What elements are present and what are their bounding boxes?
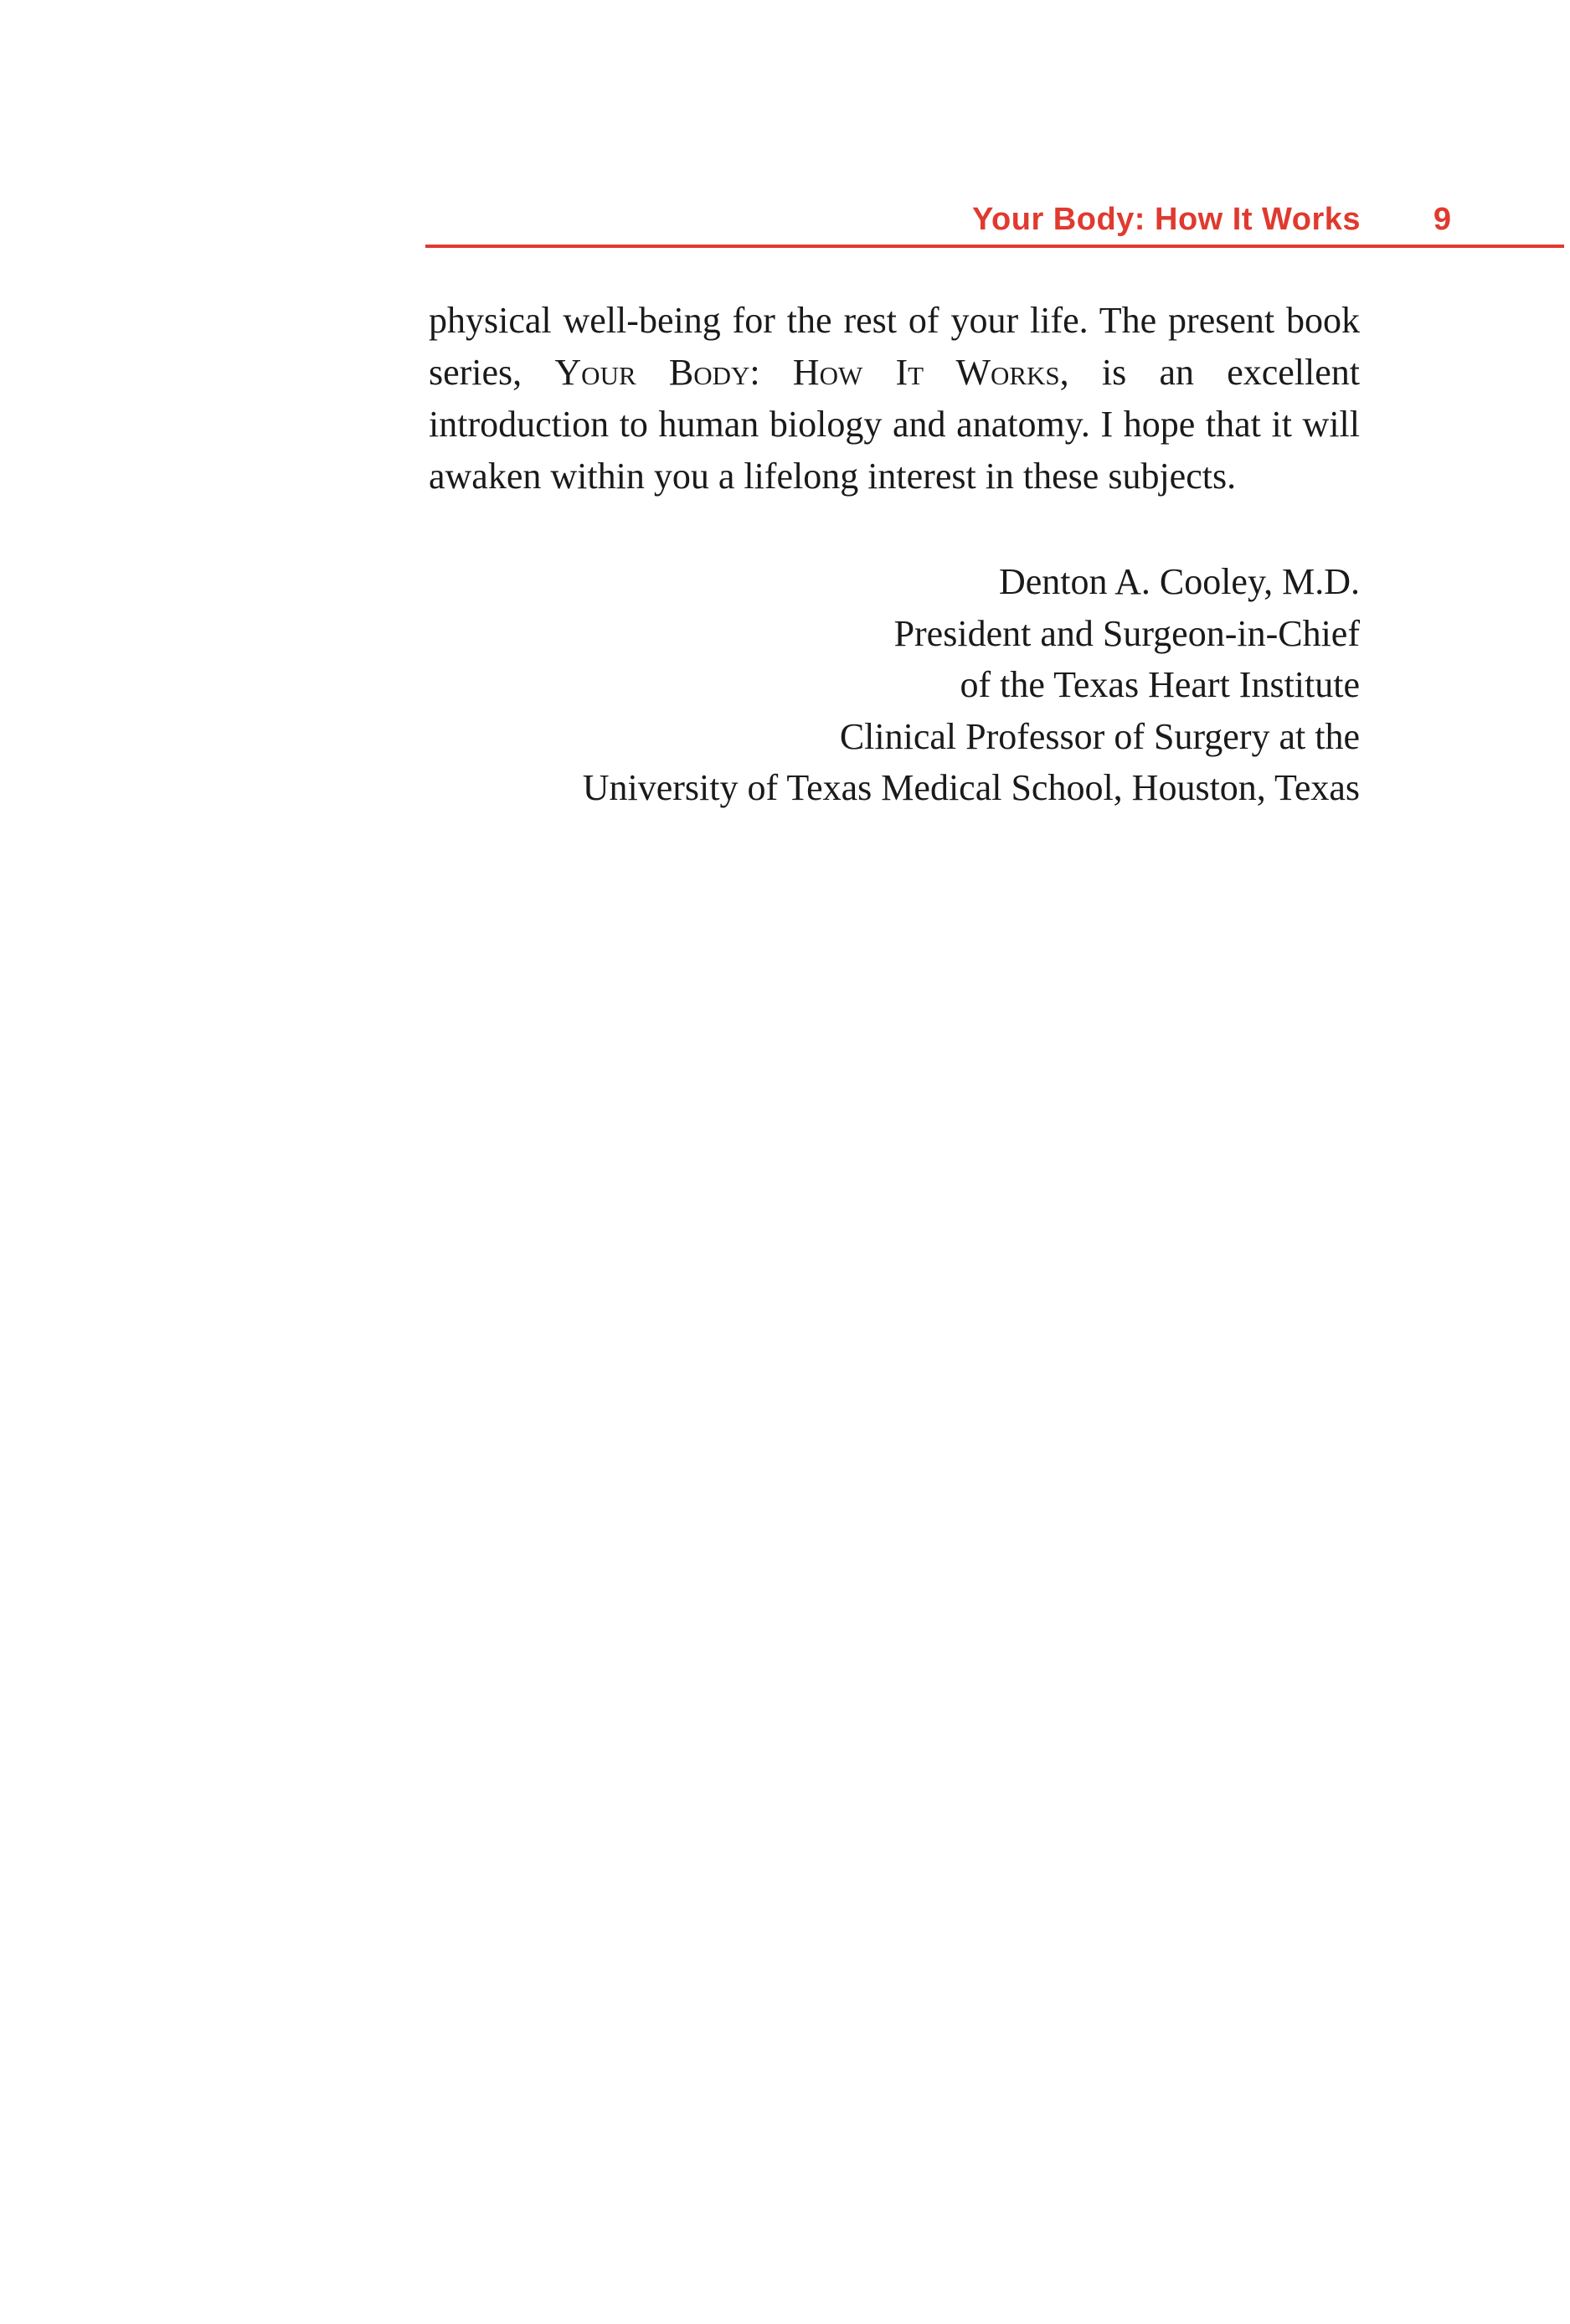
- header-title: Your Body: How It Works: [972, 202, 1361, 237]
- running-header: [425, 199, 1564, 248]
- paragraph-start: physical well-being for the rest of your life. The present book series,: [429, 300, 1360, 393]
- signature-title: President and Surgeon-in-Chief: [893, 612, 1360, 654]
- body-paragraph: [429, 295, 1360, 502]
- signature-university: University of Texas Medical School, Houston, Texas: [582, 767, 1360, 808]
- signature-professorship: Clinical Professor of Surgery at the: [839, 715, 1360, 757]
- paragraph-end: , is an excellent introduction to human biology and anatomy. I hope that it will awaken within you a lifelong interest in these subjects.: [429, 352, 1360, 497]
- series-title: Your Body: How It Works: [554, 352, 1060, 393]
- header-rule: [425, 245, 1564, 248]
- signature-block: [355, 556, 1360, 814]
- signature-institution: of the Texas Heart Institute: [960, 664, 1360, 705]
- page-number: 9: [1433, 202, 1451, 237]
- signature-name: Denton A. Cooley, M.D.: [998, 561, 1360, 602]
